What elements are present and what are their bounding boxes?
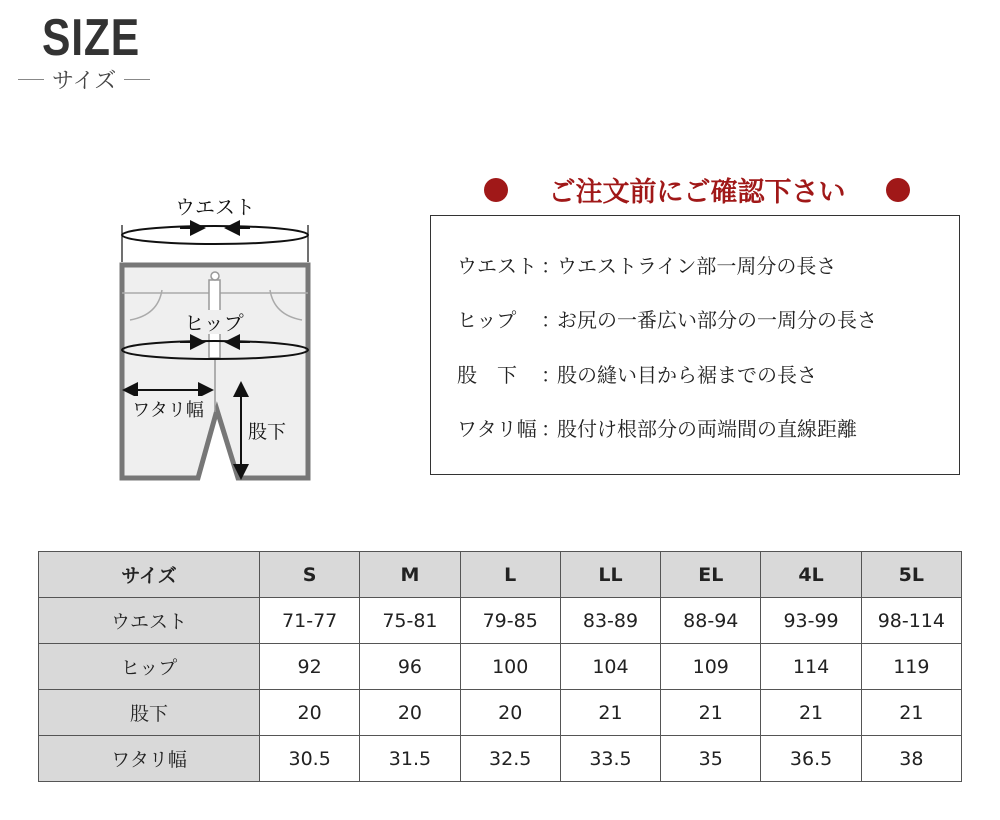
definition-thigh: ワタリ幅 ： 股付け根部分の両端間の直線距離 — [457, 413, 857, 442]
size-header: EL — [661, 552, 761, 598]
definition-waist: ウエスト ： ウエストライン部一周分の長さ — [457, 250, 836, 279]
page-title: SIZE — [42, 9, 141, 67]
table-row — [39, 644, 962, 690]
table-cell: 20 — [260, 690, 360, 736]
definition-term: ウエスト — [457, 254, 537, 278]
notice-heading — [484, 170, 910, 209]
table-cell: 71-77 — [260, 598, 360, 644]
definition-desc: お尻の一番広い部分の一周分の長さ — [557, 308, 877, 332]
definition-hip: ヒップ ： お尻の一番広い部分の一周分の長さ — [457, 304, 877, 333]
table-cell: 33.5 — [560, 736, 660, 782]
row-label: ヒップ — [39, 644, 260, 690]
size-header: 5L — [861, 552, 961, 598]
table-cell: 20 — [360, 690, 460, 736]
table-cell: 119 — [861, 644, 961, 690]
table-cell: 21 — [661, 690, 761, 736]
table-cell: 31.5 — [360, 736, 460, 782]
table-header-row — [39, 552, 962, 598]
hip-label: ヒップ — [184, 311, 244, 335]
divider-right — [124, 79, 150, 80]
table-header-label: サイズ — [39, 552, 260, 598]
table-cell: 36.5 — [761, 736, 861, 782]
table-cell: 32.5 — [460, 736, 560, 782]
table-cell: 88-94 — [661, 598, 761, 644]
size-header: M — [360, 552, 460, 598]
table-cell: 38 — [861, 736, 961, 782]
divider-left — [18, 79, 44, 80]
table-row — [39, 598, 962, 644]
table-cell: 93-99 — [761, 598, 861, 644]
table-row — [39, 736, 962, 782]
row-label: ウエスト — [39, 598, 260, 644]
table-cell: 21 — [761, 690, 861, 736]
table-row — [39, 690, 962, 736]
table-cell: 114 — [761, 644, 861, 690]
notice-heading-text: ご注文前にご確認下さい — [548, 177, 846, 208]
size-table — [38, 551, 962, 782]
size-header: LL — [560, 552, 660, 598]
page-subtitle — [18, 64, 150, 95]
size-header: S — [260, 552, 360, 598]
thigh-label: ワタリ幅 — [132, 400, 204, 421]
table-cell: 20 — [460, 690, 560, 736]
definition-desc: 股付け根部分の両端間の直線距離 — [557, 417, 857, 441]
table-cell: 30.5 — [260, 736, 360, 782]
table-cell: 21 — [560, 690, 660, 736]
table-cell: 109 — [661, 644, 761, 690]
table-cell: 35 — [661, 736, 761, 782]
shorts-diagram — [110, 190, 325, 490]
table-cell: 92 — [260, 644, 360, 690]
definition-desc: 股の縫い目から裾までの長さ — [557, 363, 817, 387]
definition-term: ワタリ幅 — [457, 417, 537, 441]
size-header: L — [460, 552, 560, 598]
waist-label: ウエスト — [175, 195, 255, 219]
definition-inseam: 股 下 ： 股の縫い目から裾までの長さ — [457, 359, 817, 388]
bullet-dot-left — [484, 178, 508, 202]
table-cell: 98-114 — [861, 598, 961, 644]
inseam-label: 股下 — [248, 421, 287, 443]
table-cell: 104 — [560, 644, 660, 690]
definitions-box — [430, 215, 960, 475]
table-cell: 21 — [861, 690, 961, 736]
table-cell: 96 — [360, 644, 460, 690]
bullet-dot-right — [886, 178, 910, 202]
row-label: 股下 — [39, 690, 260, 736]
size-header: 4L — [761, 552, 861, 598]
definition-desc: ウエストライン部一周分の長さ — [557, 254, 837, 278]
subtitle-text: サイズ — [52, 69, 117, 94]
definition-term: 股 下 — [457, 363, 517, 387]
table-cell: 75-81 — [360, 598, 460, 644]
definition-term: ヒップ — [457, 308, 517, 332]
table-cell: 83-89 — [560, 598, 660, 644]
table-cell: 100 — [460, 644, 560, 690]
row-label: ワタリ幅 — [39, 736, 260, 782]
table-cell: 79-85 — [460, 598, 560, 644]
